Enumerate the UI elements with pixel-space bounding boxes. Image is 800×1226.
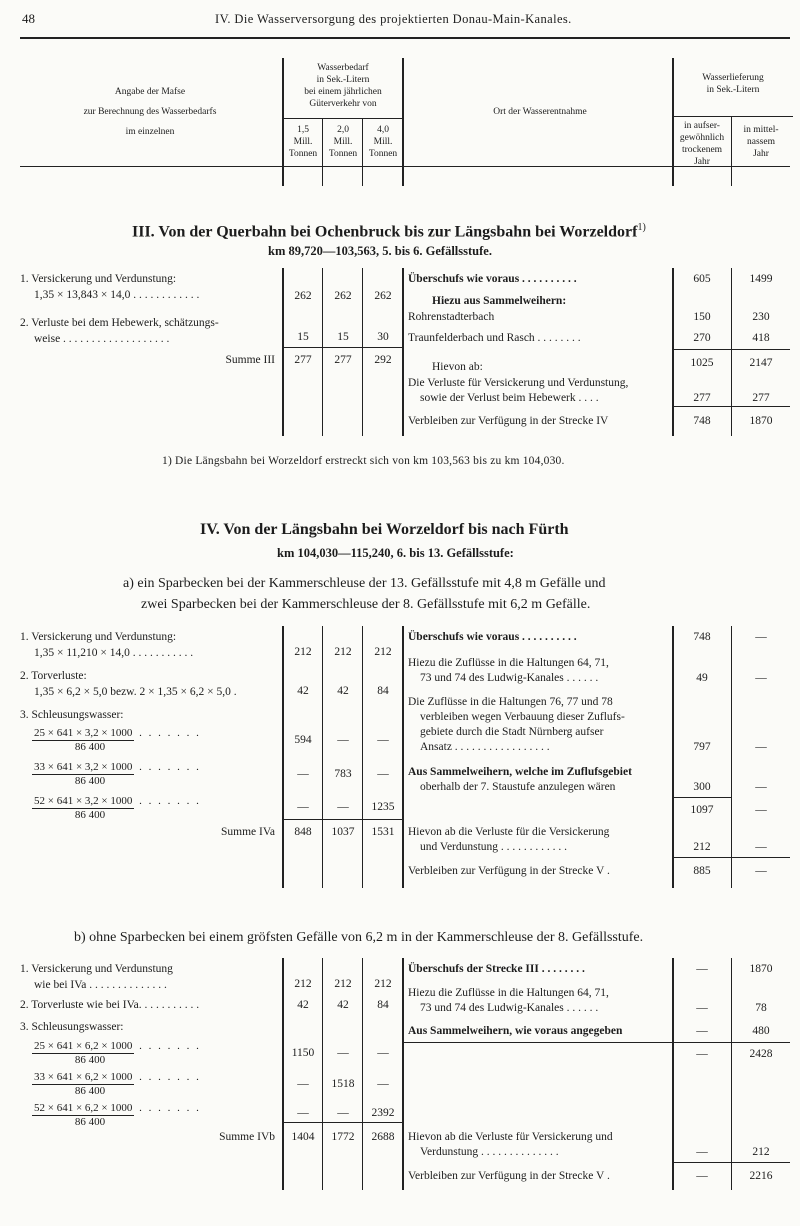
s3-l2a: 2. Verluste bei dem Hebewerk, schätzungs- [20, 317, 219, 329]
s4b-r5v-b: 2428 [749, 1048, 773, 1060]
s4b-v2-c: 84 [377, 999, 389, 1011]
s4b-v2-a: 42 [297, 999, 309, 1011]
s4-r13v-a: 885 [693, 865, 711, 877]
s3-r1v-b: 1499 [749, 273, 773, 285]
s4b-v3-c: — [377, 1047, 389, 1059]
col-trocken-l4: Jahr [694, 157, 710, 167]
s4-rule-sum [283, 819, 403, 820]
s4-r5: verbleiben wegen Verbauung dieser Zuflufs- [420, 711, 625, 723]
s4b-l3: 3. Schleusungswasser: [20, 1021, 124, 1033]
s4b-r1-text: Überschufs der Strecke III . . . . . . . . [408, 963, 585, 975]
s4-frac2-den: 86 400 [74, 775, 106, 787]
s4-v1-c: 212 [374, 646, 392, 658]
s3-r1 [408, 272, 577, 286]
s4-r3: 73 und 74 des Ludwig-Kanales . . . . . . [420, 672, 599, 684]
s4b-r7v-a: — [696, 1146, 708, 1158]
s4-rule-r10 [673, 797, 731, 798]
s4b-v3-a: 1150 [291, 1047, 315, 1059]
s3-title [132, 218, 646, 242]
s4b-v3-b: — [337, 1047, 349, 1059]
s4-r3v-b: — [755, 672, 767, 684]
s3-r7: sowie der Verlust beim Hebewerk . . . . [420, 392, 599, 404]
s3-vs-a: 277 [294, 354, 312, 366]
s4-r7v-a: 797 [693, 741, 711, 753]
col-t20-l2: Mill. [333, 137, 353, 147]
s4-a-line2: zwei Sparbecken bei der Kammerschleuse der 8. Gefällsstufe mit 6,2 m Gefälle. [141, 597, 591, 612]
s4b-frac3-den: 86 400 [74, 1116, 106, 1128]
s4-r12: und Verdunstung . . . . . . . . . . . . [420, 841, 568, 853]
s4-r6: gebiete durch die Stadt Nürnberg aufser [420, 726, 604, 738]
s4-r9v-b: — [755, 781, 767, 793]
col-t20 [323, 124, 363, 160]
hdr-rule-bottom [20, 166, 790, 167]
col-t15-l1: 1,5 [297, 125, 309, 135]
s3-vline-2 [322, 268, 323, 436]
s4b-v5-a: — [297, 1107, 309, 1119]
s4-v2-b: 42 [337, 685, 349, 697]
s4b-vline-5 [672, 958, 674, 1190]
s4-a-line1: a) ein Sparbecken bei der Kammerschleuse der 13. Gefällsstufe mit 4,8 m Gefälle und [123, 576, 606, 591]
s3-v2-b: 15 [337, 331, 349, 343]
s3-v1-b: 262 [334, 290, 352, 302]
s4-frac3-den: 86 400 [74, 809, 106, 821]
s4-vline-4 [402, 626, 404, 888]
s3-v1-c: 262 [374, 290, 392, 302]
s3-vs-c: 292 [374, 354, 392, 366]
col-angabe-l1: Angabe der Mafse [114, 87, 186, 97]
s3-r2-text: Hiezu aus Sammelweihern: [432, 295, 567, 307]
s4b-frac3-num: 52 × 641 × 6,2 × 1000 [34, 1102, 133, 1114]
s3-r8v-a: 748 [693, 415, 711, 427]
s3-l2b: weise . . . . . . . . . . . . . . . . . . . [34, 333, 170, 345]
page-number: 48 [22, 11, 35, 26]
s4-v2-a: 42 [297, 685, 309, 697]
col-trocken-l3: trockenem [681, 145, 723, 155]
s4-title: IV. Von der Längsbahn bei Worzeldorf bis nach Fürth [200, 521, 569, 538]
s4b-title: b) ohne Sparbecken bei einem gröfsten Gefälle von 6,2 m in der Kammerschleuse der 8. Gefällsstufe. [74, 930, 644, 945]
s3-r5v-a: 1025 [690, 357, 714, 369]
s4b-vs-b: 1772 [331, 1131, 355, 1143]
s3-vline-4 [402, 268, 404, 436]
s4-r8 [408, 765, 632, 779]
s3-v1-a: 262 [294, 290, 312, 302]
s4b-rule-sum [283, 1122, 403, 1123]
s4-vline-5 [672, 626, 674, 888]
running-title: IV. Die Wasserversorgung des projektierten Donau-Main-Kanales. [215, 12, 572, 26]
s4b-v1-c: 212 [374, 978, 392, 990]
s4b-frac1-den: 86 400 [74, 1054, 106, 1066]
s4b-v1-a: 212 [294, 978, 312, 990]
hdr-vline-4 [402, 58, 404, 186]
hdr-vline-3 [362, 118, 363, 186]
s4-v1-b: 212 [334, 646, 352, 658]
s4-vs-a: 848 [294, 826, 312, 838]
s4-vline-1 [282, 626, 284, 888]
s4b-vline-1 [282, 958, 284, 1190]
s4b-vs-c: 2688 [371, 1131, 395, 1143]
s4b-r5v-a: — [696, 1048, 708, 1060]
s4b-r8v-a: — [696, 1170, 708, 1182]
col-bedarf-l4: Güterverkehr von [309, 99, 377, 109]
s3-title-text: III. Von der Querbahn bei Ochenbruck bis zur Längsbahn bei Worzeldorf [132, 223, 638, 241]
s4-frac1: 25 × 641 × 3,2 × 1000 . . . . . . . 86 400 [34, 727, 201, 753]
s4b-r4 [408, 1024, 622, 1038]
s3-vs-b: 277 [334, 354, 352, 366]
s4-frac3-num: 52 × 641 × 3,2 × 1000 [34, 795, 133, 807]
s4-r1v-a: 748 [693, 631, 711, 643]
s4b-r3v-b: 78 [755, 1002, 767, 1014]
col-angabe-l3: im einzelnen [125, 127, 175, 137]
col-lieferung-l2: in Sek.-Litern [706, 85, 760, 95]
s4b-r4v-b: 480 [752, 1025, 770, 1037]
col-ort: Ort der Wasserentnahme [493, 107, 587, 117]
s4b-vline-2 [322, 958, 323, 1190]
s4-vline-2 [322, 626, 323, 888]
s4-r10v-b: — [755, 804, 767, 816]
s3-r8v-b: 1870 [749, 415, 773, 427]
s4b-frac1-num: 25 × 641 × 6,2 × 1000 [34, 1040, 133, 1052]
col-lieferung-l1: Wasserlieferung [702, 73, 764, 83]
col-angabe-l2: zur Berechnung des Wasserbedarfs [83, 107, 217, 117]
col-t40-l2: Mill. [373, 137, 393, 147]
s4-r13: Verbleiben zur Verfügung in der Strecke V . [408, 865, 610, 877]
s4b-r1v-b: 1870 [749, 963, 773, 975]
s4-r12v-b: — [755, 841, 767, 853]
s4-v4-a: — [297, 768, 309, 780]
s3-r5: Hievon ab: [432, 361, 483, 373]
s4b-frac1: 25 × 641 × 6,2 × 1000 . . . . . . . 86 400 [34, 1040, 201, 1066]
s3-title-fnmark: 1) [637, 222, 646, 233]
s4-l2a: 2. Torverluste: [20, 670, 87, 682]
hdr-rule-bedarf [283, 118, 403, 119]
s4-l1a: 1. Versickerung und Verdunstung: [20, 631, 177, 643]
col-bedarf-l1: Wasserbedarf [317, 63, 369, 73]
s3-r2 [432, 294, 566, 308]
s4-frac2-num: 33 × 641 × 3,2 × 1000 [34, 761, 133, 773]
s3-r3: Rohrenstadterbach [408, 311, 495, 323]
s4-r9: oberhalb der 7. Staustufe anzulegen wären [420, 781, 616, 793]
s3-r5v-b: 2147 [749, 357, 773, 369]
col-t40-l3: Tonnen [368, 149, 398, 159]
s4b-r7v-b: 212 [752, 1146, 770, 1158]
col-t40-l1: 4,0 [377, 125, 389, 135]
col-bedarf [283, 62, 403, 110]
s4b-frac3: 52 × 641 × 6,2 × 1000 . . . . . . . 86 400 [34, 1102, 201, 1128]
col-t20-l3: Tonnen [328, 149, 358, 159]
s3-v2-a: 15 [297, 331, 309, 343]
s3-vline-1 [282, 268, 284, 436]
s4b-vs-a: 1404 [291, 1131, 315, 1143]
s4-v4-b: 783 [334, 768, 352, 780]
col-trocken-l1: in aufser- [684, 121, 720, 131]
col-lieferung [673, 72, 793, 96]
col-bedarf-l2: in Sek.-Litern [316, 75, 370, 85]
hdr-vline-1 [282, 58, 284, 186]
s4b-r4v-a: — [696, 1025, 708, 1037]
s4b-v5-b: — [337, 1107, 349, 1119]
s4-r12v-a: 212 [693, 841, 711, 853]
s4b-r6: Hievon ab die Verluste für Versickerung und [408, 1131, 613, 1143]
s4b-vline-6 [731, 958, 732, 1190]
hdr-rule-lieferung [673, 116, 793, 117]
s3-l1a: 1. Versickerung und Verdunstung: [20, 273, 177, 285]
s4b-r4-text: Aus Sammelweihern, wie voraus angegeben [408, 1025, 623, 1037]
s4-r9v-a: 300 [693, 781, 711, 793]
s4b-r7: Verdunstung . . . . . . . . . . . . . . [420, 1146, 559, 1158]
s4b-v4-c: — [377, 1078, 389, 1090]
s4b-frac2-den: 86 400 [74, 1085, 106, 1097]
col-trocken [673, 120, 731, 168]
s4-frac3: 52 × 641 × 3,2 × 1000 . . . . . . . 86 400 [34, 795, 201, 821]
s4b-r2: Hiezu die Zuflüsse in die Haltungen 64, 71, [408, 987, 609, 999]
s4-r10v-a: 1097 [690, 804, 714, 816]
s4-vs-b: 1037 [331, 826, 355, 838]
s3-r6: Die Verluste für Versickerung und Verdunstung, [408, 377, 629, 389]
s4-r2: Hiezu die Zuflüsse in die Haltungen 64, 71, [408, 657, 609, 669]
s4-v3-a: 594 [294, 734, 312, 746]
s4b-r1 [408, 962, 585, 976]
s4b-r8: Verbleiben zur Verfügung in der Strecke V . [408, 1170, 610, 1182]
s4b-v1-b: 212 [334, 978, 352, 990]
s4-r13v-b: — [755, 865, 767, 877]
s4-r1 [408, 630, 577, 644]
s4-v5-a: — [297, 801, 309, 813]
s3-vline-6 [731, 268, 732, 436]
s4-r11: Hievon ab die Verluste für die Versickerung [408, 826, 610, 838]
s4b-r1v-a: — [696, 963, 708, 975]
s3-r7v-a: 277 [693, 392, 711, 404]
col-mittel-l2: nassem [747, 137, 775, 147]
s4-l1b: 1,35 × 11,210 × 14,0 . . . . . . . . . . . [34, 647, 194, 659]
s4b-vline-4 [402, 958, 404, 1190]
s4b-summe: Summe IVb [219, 1131, 275, 1143]
col-t20-l1: 2,0 [337, 125, 349, 135]
s3-rule-sum [283, 347, 403, 348]
s3-l1b: 1,35 × 13,843 × 14,0 . . . . . . . . . . . . [34, 289, 200, 301]
s3-summe: Summe III [225, 354, 275, 366]
s4-r7: Ansatz . . . . . . . . . . . . . . . . . [420, 741, 550, 753]
hdr-vline-6 [731, 116, 732, 186]
s4b-r3: 73 und 74 des Ludwig-Kanales . . . . . . [420, 1002, 599, 1014]
col-t15 [283, 124, 323, 160]
col-mittel [731, 124, 791, 160]
s4-l2b: 1,35 × 6,2 × 5,0 bezw. 2 × 1,35 × 6,2 × 5,0 . [34, 686, 237, 698]
s4-r3v-a: 49 [696, 672, 708, 684]
s4-frac1-num: 25 × 641 × 3,2 × 1000 [34, 727, 133, 739]
s4b-l2: 2. Torverluste wie bei IVa. . . . . . . . . . . [20, 999, 200, 1011]
col-t40 [363, 124, 403, 160]
s4-v3-c: — [377, 734, 389, 746]
s3-vline-3 [362, 268, 363, 436]
s4b-v4-a: — [297, 1078, 309, 1090]
col-angabe [40, 86, 260, 138]
s4b-r8v-b: 2216 [749, 1170, 773, 1182]
s3-r7v-b: 277 [752, 392, 770, 404]
col-t15-l2: Mill. [293, 137, 313, 147]
s4-summe: Summe IVa [221, 826, 275, 838]
s4-v3-b: — [337, 734, 349, 746]
s4b-r3v-a: — [696, 1002, 708, 1014]
s4b-v2-b: 42 [337, 999, 349, 1011]
s3-vline-5 [672, 268, 674, 436]
header-rule [20, 37, 790, 39]
s4-l3: 3. Schleusungswasser: [20, 709, 124, 721]
s4-vs-c: 1531 [371, 826, 395, 838]
hdr-vline-2 [322, 118, 323, 186]
s4-v5-b: — [337, 801, 349, 813]
s3-r4v-a: 270 [693, 332, 711, 344]
s3-r4: Traunfelderbach und Rasch . . . . . . . . [408, 332, 581, 344]
s4-v1-a: 212 [294, 646, 312, 658]
s4-r1-text: Überschufs wie voraus . . . . . . . . . . [408, 631, 577, 643]
s4b-frac2: 33 × 641 × 6,2 × 1000 . . . . . . . 86 400 [34, 1071, 201, 1097]
s4b-l1a: 1. Versickerung und Verdunstung [20, 963, 173, 975]
s3-r1v-a: 605 [693, 273, 711, 285]
s4-r4: Die Zuflüsse in die Haltungen 76, 77 und 78 [408, 696, 613, 708]
s3-r1-text: Überschufs wie voraus . . . . . . . . . . [408, 273, 577, 285]
s4b-vline-3 [362, 958, 363, 1190]
s4-vline-6 [731, 626, 732, 888]
s4-vline-3 [362, 626, 363, 888]
s4-r1v-b: — [755, 631, 767, 643]
s4-v2-c: 84 [377, 685, 389, 697]
s3-r4v-b: 418 [752, 332, 770, 344]
s3-r8: Verbleiben zur Verfügung in der Strecke IV [408, 415, 609, 427]
s4-subtitle: km 104,030—115,240, 6. bis 13. Gefällsstufe: [277, 546, 514, 560]
s4-r8-text: Aus Sammelweihern, welche im Zuflufsgebiet [408, 766, 632, 778]
s3-r3v-b: 230 [752, 311, 770, 323]
col-bedarf-l3: bei einem jährlichen [304, 87, 382, 97]
s4b-v4-b: 1518 [331, 1078, 355, 1090]
col-t15-l3: Tonnen [288, 149, 318, 159]
col-mittel-l3: Jahr [753, 149, 769, 159]
s3-footnote: 1) Die Längsbahn bei Worzeldorf erstreckt sich von km 103,563 bis zu km 104,030. [162, 455, 565, 467]
s4b-v5-c: 2392 [371, 1107, 395, 1119]
col-trocken-l2: gewöhnlich [679, 133, 725, 143]
hdr-vline-5 [672, 58, 674, 186]
s4b-l1b: wie bei IVa . . . . . . . . . . . . . . [34, 979, 167, 991]
s3-v2-c: 30 [377, 331, 389, 343]
s4-frac1-den: 86 400 [74, 741, 106, 753]
s4-v4-c: — [377, 768, 389, 780]
s4-v5-c: 1235 [371, 801, 395, 813]
s3-subtitle: km 89,720—103,563, 5. bis 6. Gefällsstufe. [268, 244, 492, 258]
s3-r3v-a: 150 [693, 311, 711, 323]
col-mittel-l1: in mittel- [743, 125, 779, 135]
s4b-frac2-num: 33 × 641 × 6,2 × 1000 [34, 1071, 133, 1083]
s4-frac2: 33 × 641 × 3,2 × 1000 . . . . . . . 86 400 [34, 761, 201, 787]
s4-r7v-b: — [755, 741, 767, 753]
